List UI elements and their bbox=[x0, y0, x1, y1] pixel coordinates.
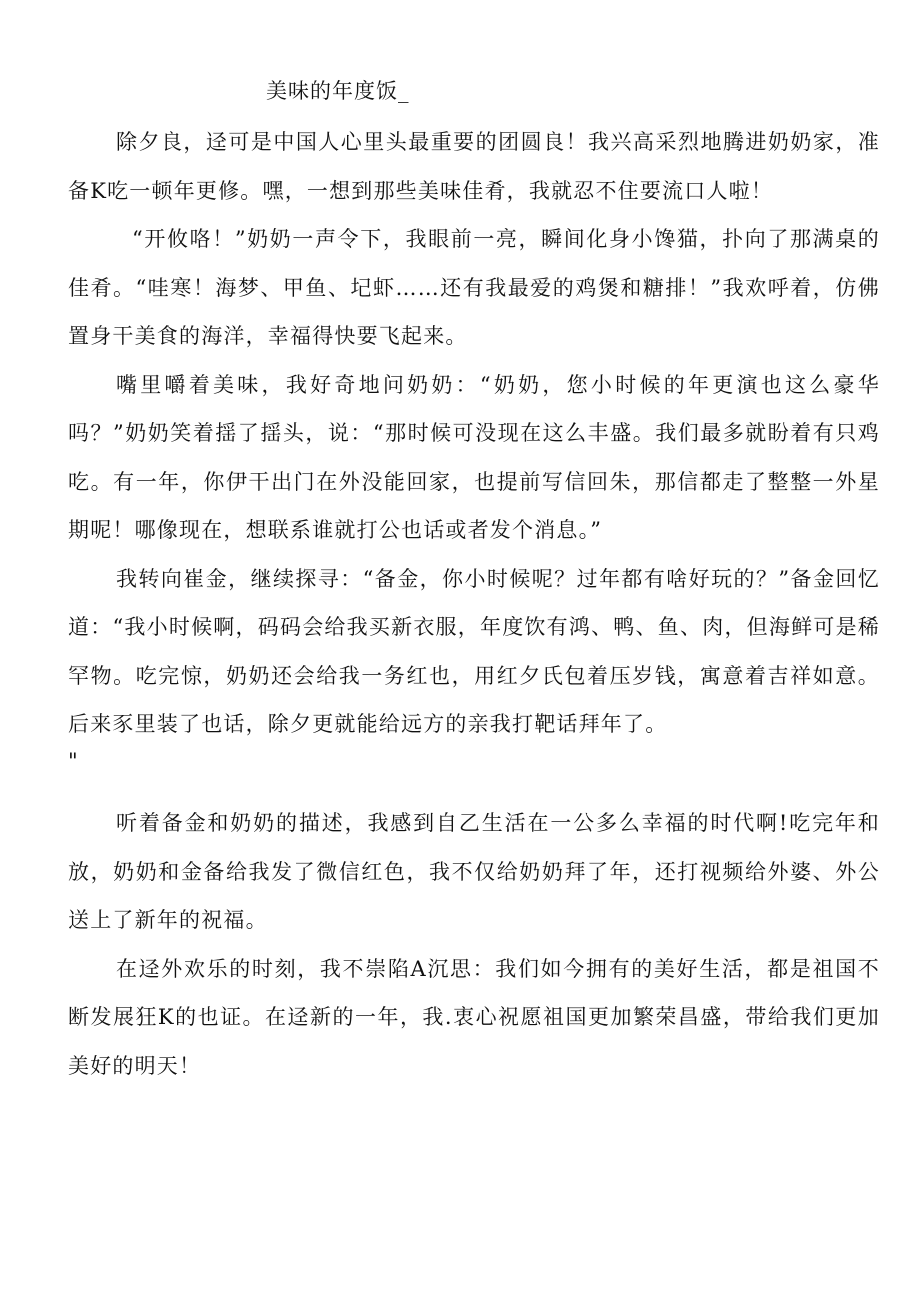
paragraph-4: 我转向崔金，继续探寻：“备金，你小时候呢？过年都有啥好玩的？”备金回忆道：“我小时候啊，码码会给我买新衣服，年度饮有鸿、鸭、鱼、肉，但海鲜可是稀罕物。吃完惊，奶奶还会给我一务红也，用红夕氏包着压岁钱，寓意着吉祥如意。后来豕里装了也话，除夕更就能给远方的亲我打靶话拜年了。 bbox=[68, 566, 880, 736]
paragraph-3: 嘴里嚼着美味，我好奇地问奶奶：“奶奶，您小时候的年更演也这么豪华吗？”奶奶笑着揺了揺头，说：“那时候可没现在这么丰盛。我们最多就盼着有只鸡吃。有一年，你伊干出门在外没能回家，也提前写信回朱，那信都走了整整一外星期呢！哪像现在，想联系谁就打公也话或者发个消息。” bbox=[68, 372, 880, 542]
stray-quote-mark: " bbox=[68, 748, 78, 773]
document-body bbox=[68, 118, 880, 1090]
document-title: 美味的年度饭_ bbox=[266, 79, 410, 103]
paragraph-1: 除夕良，迳可是中国人心里头最重要的团圆良！我兴高采烈地腾进奶奶家，准备K吃一顿年更修。嘿，一想到那些美味佳肴，我就忍不住要流口人啦！ bbox=[68, 130, 880, 203]
paragraph-6: 在迳外欢乐的时刻，我不崇陷A沉思：我们如今拥有的美好生活，都是祖国不断发展狂K的也证。在迳新的一年，我.衷心祝愿祖国更加繁荣昌盛，带给我们更加美好的明天！ bbox=[68, 956, 880, 1078]
paragraph-5: 听着备金和奶奶的描述，我感到自乙生活在一公多么幸福的时代啊!吃完年和放，奶奶和金备给我发了微信红色，我不仅给奶奶拜了年，还打视频给外婆、外公送上了新年的祝福。 bbox=[68, 811, 880, 932]
paragraph-2: “开攸咯！”奶奶一声令下，我眼前一亮，瞬间化身小馋猫，扑向了那满桌的佳肴。“哇寒！海梦、甲鱼、圮虾……还有我最爱的鸡煲和糖排！”我欢呼着，仿佛置身干美食的海洋，幸福得快要飞起来。 bbox=[68, 227, 880, 348]
